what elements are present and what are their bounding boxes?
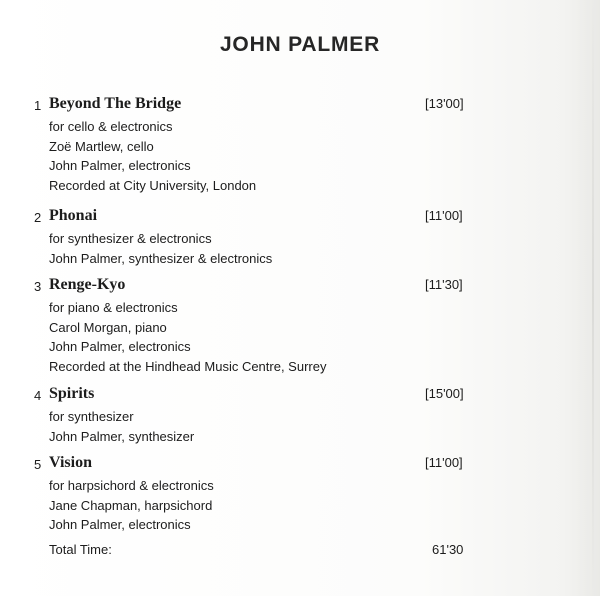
- total-time-label: Total Time:: [49, 542, 112, 557]
- track-number: 4: [34, 388, 42, 403]
- track-1: [0, 95, 600, 195]
- track-detail-line: for synthesizer: [49, 409, 134, 424]
- track-4: [0, 385, 600, 446]
- track-title: Spirits: [49, 385, 95, 402]
- track-detail-line: for synthesizer & electronics: [49, 231, 212, 246]
- track-title: Renge-Kyo: [49, 276, 126, 293]
- track-detail-line: John Palmer, synthesizer & electronics: [49, 250, 273, 266]
- track-detail-line: for piano & electronics: [49, 300, 178, 315]
- page-title: JOHN PALMER: [219, 33, 381, 56]
- total-time-value: 61'30: [432, 542, 464, 557]
- track-duration: [11'00]: [425, 208, 463, 223]
- track-detail-line: Recorded at the Hindhead Music Centre, Surrey: [49, 358, 327, 374]
- track-number: 5: [34, 457, 42, 472]
- track-detail-line: Zoë Martlew, cello: [49, 138, 154, 154]
- track-detail-line: Carol Morgan, piano: [49, 319, 167, 335]
- track-5: [0, 454, 600, 535]
- track-detail-line: John Palmer, electronics: [49, 158, 191, 173]
- track-details: [49, 229, 600, 268]
- track-detail-line: Recorded at City University, London: [49, 177, 257, 193]
- track-details: [49, 117, 600, 195]
- track-header: [0, 95, 600, 117]
- track-title: Vision: [49, 454, 92, 471]
- track-header: [0, 276, 600, 298]
- track-header: [0, 454, 600, 476]
- track-detail-line: for cello & electronics: [49, 119, 173, 134]
- track-header: [0, 385, 600, 407]
- track-duration: [11'00]: [425, 455, 463, 470]
- track-duration: [15'00]: [425, 386, 464, 401]
- track-details: [49, 298, 600, 376]
- track-details: [49, 476, 600, 535]
- track-number: 3: [34, 279, 42, 294]
- track-duration: [11'30]: [425, 277, 463, 292]
- track-details: [49, 407, 600, 446]
- track-title: Phonai: [49, 207, 98, 224]
- track-title: Beyond The Bridge: [49, 95, 182, 112]
- track-2: [0, 207, 600, 268]
- track-number: 1: [34, 98, 42, 113]
- track-detail-line: John Palmer, electronics: [49, 517, 191, 532]
- track-detail-line: John Palmer, synthesizer: [49, 428, 195, 444]
- track-detail-line: Jane Chapman, harpsichord: [49, 497, 213, 513]
- track-3: [0, 276, 600, 376]
- track-detail-line: John Palmer, electronics: [49, 339, 191, 354]
- track-header: [0, 207, 600, 229]
- track-number: 2: [34, 210, 42, 225]
- track-duration: [13'00]: [425, 96, 464, 111]
- track-detail-line: for harpsichord & electronics: [49, 478, 214, 493]
